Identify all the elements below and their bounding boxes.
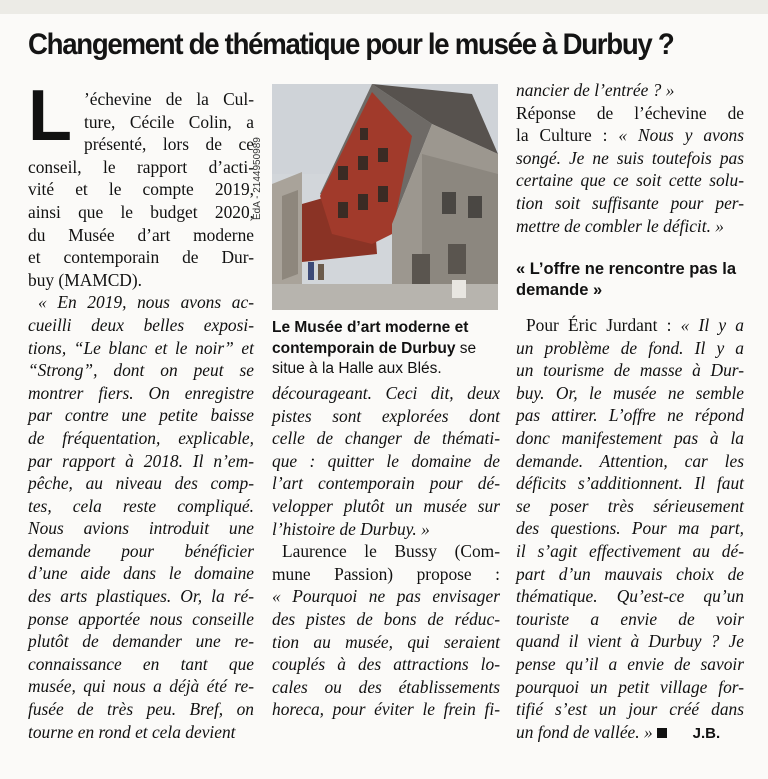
text-line: par rapport à 2018. Il n’em-	[28, 450, 254, 471]
article-headline: Changement de thématique pour le musée à Durbuy ?	[28, 28, 674, 61]
text-line: tifié s’est un jour créé dans	[516, 699, 744, 720]
text-line: pense qu’il a envie de savoir	[516, 653, 744, 674]
text-line: que : quitter le domaine de	[272, 450, 500, 471]
text-line: ainsi que le budget 2020,	[28, 201, 254, 222]
photo-caption	[272, 318, 500, 380]
text-line: velopper plutôt un musée sur	[272, 495, 500, 516]
author-signature: J.B.	[692, 724, 721, 742]
speaker-name: la Culture :	[516, 125, 619, 146]
text-line: touriste a envie de voir	[516, 608, 744, 629]
photo-credit: EdA - 2144950989	[252, 137, 263, 220]
text-line: l’art contemporain pour dé-	[272, 473, 500, 494]
column-2	[272, 382, 500, 721]
text-line: ponse apportée nous conseille	[28, 608, 254, 629]
text-line: donc manifestement pas à la	[516, 427, 744, 448]
caption-text: se situe à la Halle aux Blés.	[272, 339, 477, 377]
text-line: couplés à des attractions lo-	[272, 654, 500, 675]
text-line: ’échevine de la Cul-	[84, 89, 254, 109]
text-line: pistes sont explorées dont	[272, 405, 500, 426]
text-line: conseil, le rapport d’acti-	[28, 156, 254, 177]
text-line: “Strong”, dont on peut se	[28, 360, 254, 381]
text-line: pourquoi un petit village for-	[516, 676, 744, 697]
text-line: de fréquentation, explicable,	[28, 427, 254, 448]
text-line: fusée de très peu. Bref, on	[28, 699, 254, 720]
text-line: un tourisme de masse à Dur-	[516, 360, 744, 381]
text-line: connaissance en tant que	[28, 653, 254, 674]
text-line: Nous avions introduit une	[28, 518, 254, 539]
text-line: part d’un mauvais choix de	[516, 563, 744, 584]
museum-building-illustration	[272, 84, 498, 310]
text-line: cueilli deux belles exposi-	[28, 314, 254, 335]
text-line: pêche, au niveau des comp-	[28, 473, 254, 494]
text-line: buy. Or, le musée ne semble	[516, 382, 744, 403]
text-line: l’histoire de Durbuy. »	[272, 518, 430, 539]
text-line: tourne en rond et cela devient	[28, 721, 236, 742]
text-line: « En 2019, nous avons ac-	[38, 292, 254, 313]
column-3-top	[516, 79, 744, 237]
quote-text: « Il y a	[680, 315, 744, 335]
text-line: nancier de l’entrée ? »	[516, 80, 675, 100]
caption-bold: Le Musée d’art moderne et contemporain de Durbuy	[272, 319, 469, 357]
text-line: des questions. Pour ma part,	[516, 518, 744, 539]
text-line: tion soit suffisante pour per-	[516, 192, 744, 213]
text-line: et contemporain de Dur-	[28, 247, 254, 268]
end-mark-square	[657, 728, 667, 738]
text-line: mettre de combler le déficit. »	[516, 215, 724, 236]
text-line: plutôt de demander une re-	[28, 631, 254, 652]
text-line: un fond de vallée. » J.B.	[516, 721, 721, 742]
text-line: pas attirer. L’offre ne répond	[516, 405, 744, 426]
top-strip	[0, 0, 768, 14]
text-line: vité et le compte 2019,	[28, 179, 254, 200]
museum-photo	[272, 84, 498, 310]
subheading: « L’offre ne rencontre pas la demande »	[516, 260, 737, 299]
text-line: Laurence le Bussy (Com-	[282, 541, 500, 562]
text-line: montrer fiers. On enregistre	[28, 382, 254, 403]
text-line: songé. Je ne suis toutefois pas	[516, 147, 744, 168]
text-line: par contre une petite baisse	[28, 405, 254, 426]
speaker-name: Pour Éric Jurdant :	[526, 315, 681, 335]
text-line: mune Passion) propose :	[272, 563, 500, 584]
text-line: des pistes de bons de réduc-	[272, 608, 500, 629]
text-line: d’une aide dans le domaine	[28, 563, 254, 584]
text-line: Réponse de l’échevine de	[516, 102, 744, 123]
text-line: demande pour bénéficier	[28, 540, 254, 561]
text-line: thématique. Qu’est-ce qu’un	[516, 586, 744, 607]
text-line: certaine que ce soit cette solu-	[516, 170, 744, 191]
quote-text: « Nous y avons	[618, 125, 744, 146]
text-line: cales ou des établissements	[272, 676, 500, 697]
column-3-bottom	[516, 314, 744, 745]
text-line	[516, 124, 744, 147]
text-line: demande. Attention, car les	[516, 450, 744, 471]
text-line: il s’agit effectivement au dé-	[516, 540, 744, 561]
text-line: tions, “Le blanc et le noir” et	[28, 337, 254, 358]
drop-cap: L	[28, 76, 72, 156]
text-line: déficits s’additionnent. Il faut	[516, 473, 744, 494]
text-line: tes, cela reste compliqué.	[28, 495, 254, 516]
text-line: du Musée d’art moderne	[28, 224, 254, 245]
text-line: un problème de fond. Il y a	[516, 337, 744, 358]
text-line: décourageant. Ceci dit, deux	[272, 383, 500, 403]
text-line	[516, 314, 744, 337]
text-line: présenté, lors de ce	[84, 134, 254, 155]
column-1	[28, 76, 254, 743]
text-line: musée, qui nous a déjà été re-	[28, 676, 254, 697]
text-line: horeca, pour éviter le frein fi-	[272, 699, 500, 720]
text-line: ture, Cécile Colin, a	[84, 111, 254, 132]
text-line: celle de changer de thémati-	[272, 428, 500, 449]
text-line: des arts plastiques. Or, la ré-	[28, 586, 254, 607]
text-line: « Pourquoi ne pas envisager	[272, 586, 500, 607]
text-line: tion au musée, qui seraient	[272, 631, 500, 652]
text-line: buy (MAMCD).	[28, 269, 143, 290]
text-line: quand il vient à Durbuy ? Je	[516, 631, 744, 652]
text-line: se poser très sérieusement	[516, 495, 744, 516]
